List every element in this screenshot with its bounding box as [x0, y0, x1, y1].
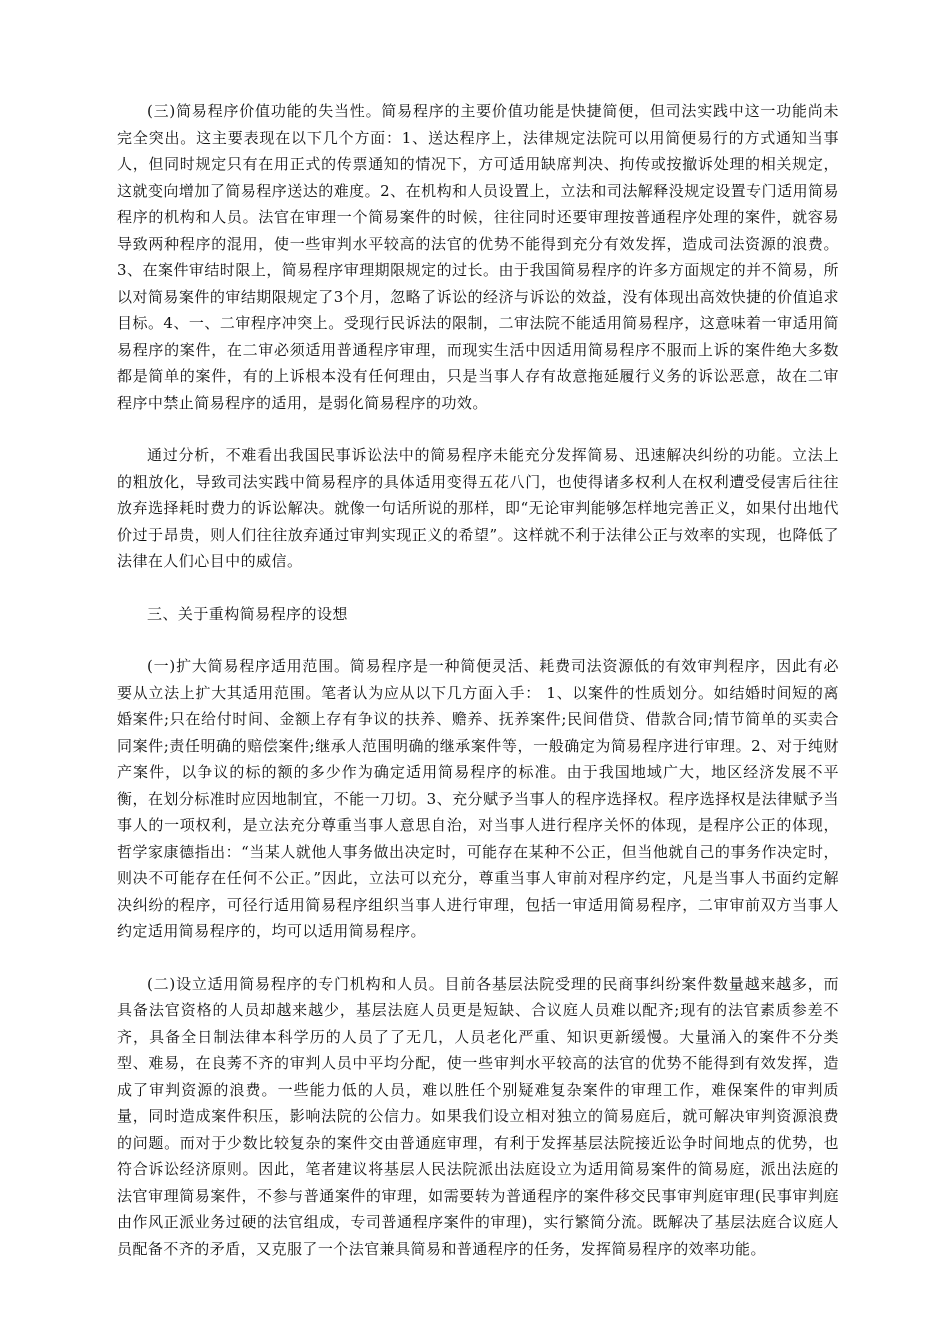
paragraph-value-function: (三)简易程序价值功能的失当性。简易程序的主要价值功能是快捷简便，但司法实践中这一功能尚未完全突出。这主要表现在以下几个方面：1、送达程序上，法律规定法院可以用简便易行的方式通知当事人，但同时规定只有在用正式的传票通知的情况下，方可适用缺席判决、拘传或按撤诉处理的相关规定，这就变向增加了简易程序送达的难度。2、在机构和人员设置上，立法和司法解释没规定设置专门适用简易程序的机构和人员。法官在审理一个简易案件的时候，往往同时还要审理按普通程序处理的案件，就容易导致两种程序的混用，使一些审判水平较高的法官的优势不能得到充分有效发挥，造成司法资源的浪费。3、在案件审结时限上，简易程序审理期限规定的过长。由于我国简易程序的许多方面规定的并不简易，所以对简易案件的审结期限规定了3个月，忽略了诉讼的经济与诉讼的效益，没有体现出高效快捷的价值追求目标。4、一、二审程序冲突上。受现行民诉法的限制，二审法院不能适用简易程序，这意味着一审适用简易程序的案件，在二审必须适用普通程序审理，而现实生活中因适用简易程序不服而上诉的案件绝大多数都是简单的案件，有的上诉根本没有任何理由，只是当事人存有故意拖延履行义务的诉讼恶意，故在二审程序中禁止简易程序的适用，是弱化简易程序的功效。 — [117, 102, 839, 412]
document-body — [117, 98, 839, 1288]
paragraph-dedicated-institution: (二)设立适用简易程序的专门机构和人员。目前各基层法院受理的民商事纠纷案件数量越来越多，而具备法官资格的人员却越来越少，基层法庭人员更是短缺、合议庭人员难以配齐;现有的法官素质参差不齐，具备全日制法律本科学历的人员了了无几，人员老化严重、知识更新缓慢。大量涌入的案件不分类型、难易，在良莠不齐的审判人员中平均分配，使一些审判水平较高的法官的优势不能得到有效发挥，造成了审判资源的浪费。一些能力低的人员，难以胜任个别疑难复杂案件的审理工作，难保案件的审判质量，同时造成案件积压，影响法院的公信力。如果我们设立相对独立的简易庭后，就可解决审判资源浪费的问题。而对于少数比较复杂的案件交由普通庭审理，有利于发挥基层法院接近讼争时间地点的优势，也符合诉讼经济原则。因此，笔者建议将基层人民法院派出法庭设立为适用简易案件的简易庭，派出法庭的法官审理简易案件，不参与普通案件的审理，如需要转为普通程序的案件移交民事审判庭审理(民事审判庭由作风正派业务过硬的法官组成，专司普通程序案件的审理)，实行繁简分流。既解决了基层法庭合议庭人员配备不齐的矛盾，又克服了一个法官兼具简易和普通程序的任务，发挥简易程序的效率功能。 — [117, 974, 839, 1258]
section-heading-reconstruction: 三、关于重构简易程序的设想 — [147, 604, 348, 623]
paragraph-expand-scope: (一)扩大简易程序适用范围。简易程序是一种简便灵活、耗费司法资源低的有效审判程序，因此有必要从立法上扩大其适用范围。笔者认为应从以下几方面入手： 1、以案件的性质划分。如结婚时间短的离婚案件;只在给付时间、金额上存有争议的扶养、赡养、抚养案件;民间借贷、借款合同;情节简单的买卖合同案件;责任明确的赔偿案件;继承人范围明确的继承案件等，一般确定为简易程序进行审理。2、对于纯财产案件，以争议的标的额的多少作为确定适用简易程序的标准。由于我国地域广大，地区经济发展不平衡，在划分标准时应因地制宜，不能一刀切。3、充分赋予当事人的程序选择权。程序选择权是法律赋予当事人的一项权利，是立法充分尊重当事人意思自治，对当事人进行程序关怀的体现，是程序公正的体现，哲学家康德指出：“当某人就他人事务做出决定时，可能存在某种不公正，但当他就自己的事务作决定时，则决不可能存在任何不公正。”因此，立法可以充分，尊重当事人审前对程序约定，凡是当事人书面约定解决纠纷的程序，可径行适用简易程序组织当事人进行审理，包括一审适用简易程序，二审审前双方当事人约定适用简易程序的，均可以适用简易程序。 — [117, 657, 839, 940]
paragraph-analysis-conclusion: 通过分析，不难看出我国民事诉讼法中的简易程序未能充分发挥简易、迅速解决纠纷的功能。立法上的粗放化，导致司法实践中简易程序的具体适用变得五花八门，也使得诸多权利人在权利遭受侵害后往往放弃选择耗时费力的诉讼解决。就像一句话所说的那样，即“无论审判能够怎样地完善正义，如果付出地代价过于昂贵，则人们往往放弃通过审判实现正义的希望”。这样就不利于法律公正与效率的实现，也降低了法律在人们心目中的威信。 — [117, 446, 839, 570]
